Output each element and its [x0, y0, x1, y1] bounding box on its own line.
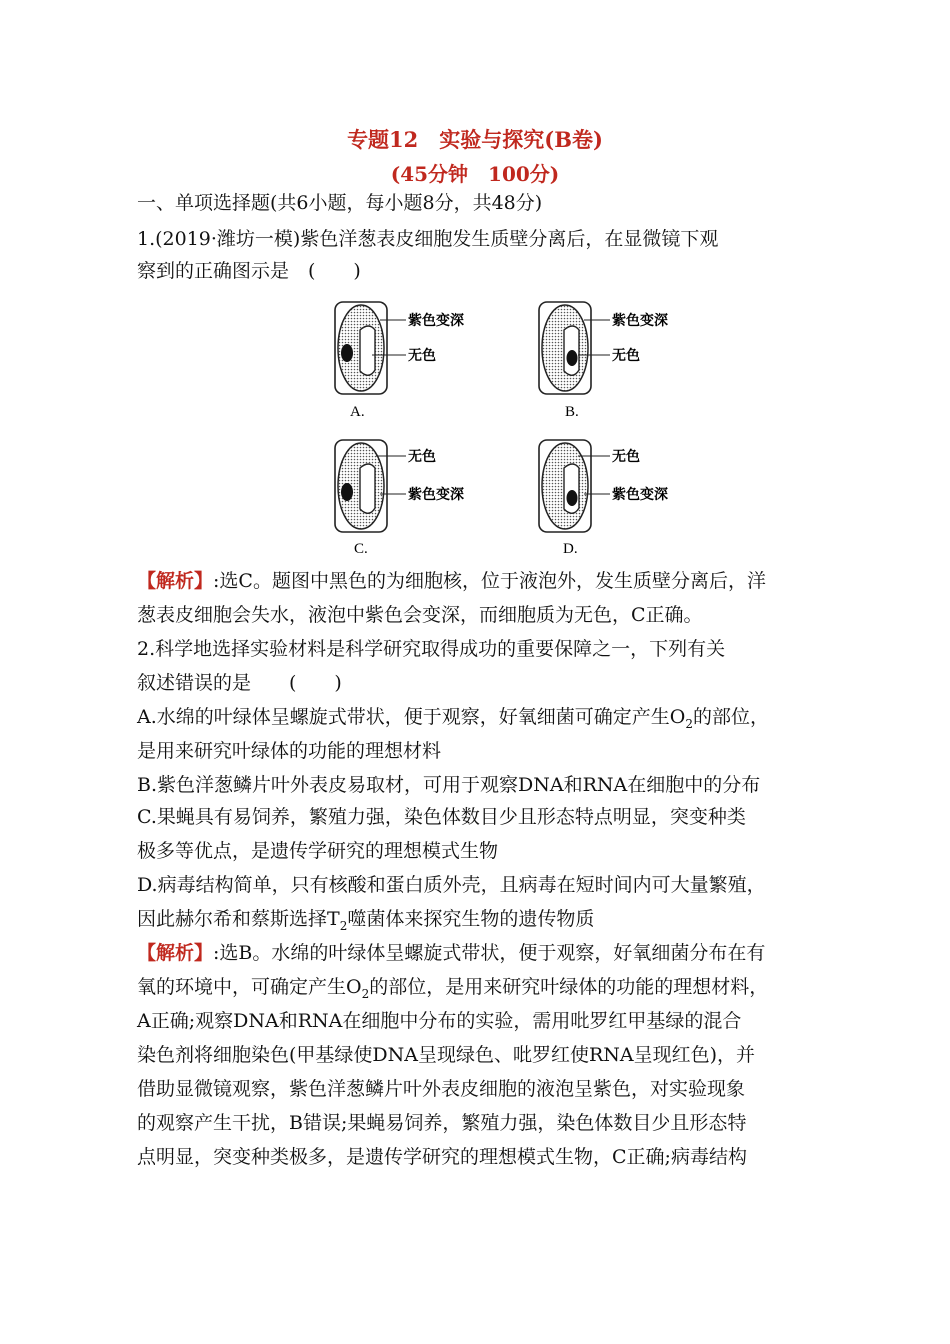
cell-a: [335, 302, 406, 394]
label-d-bottom: 紫色变深: [612, 487, 668, 503]
analysis-tag: 【解析】: [137, 570, 214, 592]
q2-option-a-text: A.水绵的叶绿体呈螺旋式带状，便于观察，好氧细菌可确定产生O: [137, 706, 686, 728]
q2-analysis-line3: A正确;观察DNA和RNA在细胞中分布的实验，需用吡罗红甲基绿的混合: [137, 1010, 742, 1032]
q2-option-c-line1: C.果蝇具有易饲养，繁殖力强，染色体数目少且形态特点明显，突变种类: [137, 806, 746, 828]
q2-analysis-line1: [137, 944, 765, 963]
q2-analysis-line2: [137, 978, 768, 1000]
analysis-tag: 【解析】: [137, 942, 214, 964]
q1-analysis-text1: :选C。题图中黑色的为细胞核，位于液泡外，发生质壁分离后，洋: [213, 570, 766, 592]
q2-option-d-text: 因此赫尔希和蔡斯选择T: [137, 908, 340, 930]
q2-analysis-text2: 氧的环境中，可确定产生O: [137, 976, 362, 998]
q1-analysis-line2: 葱表皮细胞会失水，液泡中紫色会变深，而细胞质为无色，C正确。: [137, 604, 703, 626]
label-b-bottom: 无色: [612, 348, 640, 364]
subscript: 2: [685, 716, 693, 731]
q1-stem-line1: 1.(2019·潍坊一模)紫色洋葱表皮细胞发生质壁分离后，在显微镜下观: [137, 228, 719, 250]
q2-option-a-line2: 是用来研究叶绿体的功能的理想材料: [137, 740, 442, 762]
q2-option-a-text-end: 的部位，: [692, 706, 769, 728]
q2-option-d-line2: [137, 910, 594, 932]
q2-analysis-text2-end: 的部位，是用来研究叶绿体的功能的理想材料，: [369, 976, 769, 998]
subscript: 2: [361, 986, 370, 1001]
q2-option-b: B.紫色洋葱鳞片叶外表皮易取材，可用于观察DNA和RNA在细胞中的分布: [137, 774, 761, 796]
caption-a: A.: [350, 404, 365, 420]
cell-b: [539, 302, 610, 394]
q1-stem-line2: 察到的正确图示是 ( ): [137, 260, 361, 282]
q2-stem-line2: 叙述错误的是 ( ): [137, 672, 342, 694]
q1-analysis-line1: [137, 572, 766, 591]
q2-stem-line1: 2.科学地选择实验材料是科学研究取得成功的重要保障之一，下列有关: [137, 638, 726, 660]
caption-d: D.: [563, 541, 578, 557]
cell-c: [335, 440, 406, 532]
label-c-top: 无色: [408, 449, 436, 465]
caption-c: C.: [354, 541, 368, 557]
q2-option-c-line2: 极多等优点，是遗传学研究的理想模式生物: [137, 840, 499, 862]
q2-option-a-line1: [137, 708, 769, 730]
cell-d: [539, 440, 610, 532]
q2-analysis-line6: 的观察产生干扰，B错误;果蝇易饲养，繁殖力强，染色体数目少且形态特: [137, 1112, 747, 1134]
q2-analysis-text1: :选B。水绵的叶绿体呈螺旋式带状，便于观察，好氧细菌分布在有: [213, 942, 766, 964]
q2-analysis-line7: 点明显，突变种类极多，是遗传学研究的理想模式生物，C正确;病毒结构: [137, 1146, 747, 1168]
section-heading: 一、单项选择题(共6小题，每小题8分，共48分): [137, 192, 543, 214]
q2-analysis-line5: 借助显微镜观察，紫色洋葱鳞片叶外表皮细胞的液泡呈紫色，对实验现象: [137, 1078, 746, 1100]
cell-figure: [320, 296, 720, 561]
page-title: 专题12 实验与探究(B卷): [347, 127, 603, 152]
subscript: 2: [339, 918, 348, 933]
q2-option-d-text-end: 噬菌体来探究生物的遗传物质: [347, 908, 595, 930]
q2-analysis-line4: 染色剂将细胞染色(甲基绿使DNA呈现绿色、吡罗红使RNA呈现红色)，并: [137, 1044, 756, 1066]
page-subtitle: (45分钟 100分): [390, 162, 560, 186]
caption-b: B.: [565, 404, 579, 420]
label-a-top: 紫色变深: [408, 313, 464, 329]
q2-option-d-line1: D.病毒结构简单，只有核酸和蛋白质外壳，且病毒在短时间内可大量繁殖，: [137, 874, 766, 896]
label-b-top: 紫色变深: [612, 313, 668, 329]
label-c-bottom: 紫色变深: [408, 487, 464, 503]
label-d-top: 无色: [612, 449, 640, 465]
label-a-bottom: 无色: [408, 348, 436, 364]
